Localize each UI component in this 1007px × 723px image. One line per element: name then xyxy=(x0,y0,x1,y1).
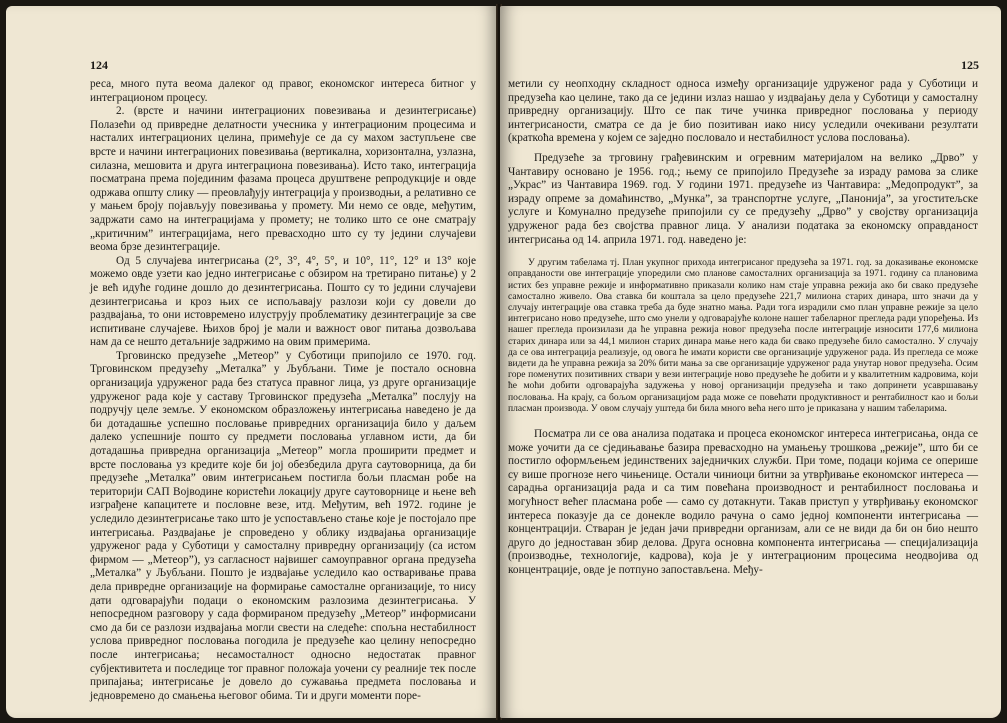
left-page xyxy=(6,6,498,718)
right-page xyxy=(500,6,1001,718)
paragraph: реса, много пута веома далеког од правог, економског интереса битног у интеграционом процесу. xyxy=(90,78,476,104)
page-number: 124 xyxy=(90,58,108,72)
quoted-passage: У другим табелама тј. План укупног прихода интегрисаног предузећа за 1971. год. за доказивање економске оправданости ове интеграције упоредили смо планове самосталних организација за 1971. годину са плановима истих без управне режије и информативно приказали колико нам стаје управна режија ако би свако предузеће самостално живело. Ова ставка би коштала за цело предузеће 221,7 милиона старих динара, што значи да у случају интеграције ова ставка треба да буде знатно мања. Ради тога израдили смо план управне режије за цело интегрисано ново предузеће, што смо унели у одговарајуће колоне нашег табеларног прегледа ради упоређења. Из нашег прегледа произилази да ће управна режија новог предузећа после интеграције износити 177,6 милиона старих динара или за 44,1 милион старих динара мање него када би свако предузеће било самостално. У случају да се ова интеграција реализује, од овога ће имати користи све организације удруженог рада. Из прегледа се може видети да ће управна режија за 20% бити мања за све организације удруженог рада унутар новог предузећа. Осим горе поменутих позитивних ствари у вези интеграције ново предузеће ће добити и у квалитетним кадровима, који ће моћи добити одговарајућа задужења у новој организацији предузећа и тако допринети усавршавању пословања. На крају, са бољом организацијом рада може се повећати продуктивност и рентабилност као и бољи пласман производа. У овом случају уштеда би била много већа него што је приказана у нашим табеларима. xyxy=(508,257,978,414)
page-body xyxy=(508,78,978,578)
page-body xyxy=(90,78,476,703)
paragraph: Од 5 случајева интегрисања (2°, 3°, 4°, 5°, и 10°, 11°, 12° и 13° које можемо овде узети као једно интегрисање с обзиром на третирано питање) у 2 је већ идуће године дошло до дезинтегрисања. Пошто су то једини случајеви дезинтегрисања и кроз њих се испољавају разлози који су довели до раздвајања, то они истовремено илуструју проблематику дезинтеграције за све испитиване случајеве. Њихов број је мали и важност овог питања дозвољава нам да се нешто детаљније задржимо на овим примерима. xyxy=(90,254,476,349)
page-number: 125 xyxy=(961,58,979,72)
paragraph: Посматра ли се ова анализа података и процеса економског интереса интегрисања, онда се може уочити да се сједињавање базира превасходно на умањењу трошкова „режије”, што би се постигло оформљењем јединствених заједничких служби. При томе, подаци којима се оперише су више прогнозе него чињенице. Остали чиниоци битни за утврђивање економског интереса — сарадња организација рада и са тим повећана производност и рентабилност пословања и могућност већег пласмана робе — само су дотакнути. Такав приступ у утврђивању економског интереса показује да се донекле водило рачуна о само једној компоненти интегрисања — концентрацији. Стваран је један јачи привредни организам, али се не види да би он био нешто друго до једноставан збир делова. Друга основна компонента интегрисања — специјализација (производње, технологије, кадрова), која је у интеграционим процесима неодвојива од концентрације, овде је потпуно запостављена. Међу- xyxy=(508,427,978,576)
paragraph: Предузеће за трговину грађевинским и огревним материјалом на велико „Дрво” у Чантавиру основано је 1956. год.; њему се припојило Предузеће за израду рамова за слике „Украс” из Чантавира 1969. год. У години 1971. предузеће из Чантавира: „Медопродукт”, за израду опреме за домаћинство, „Мунка”, за транспортне услуге, „Панонија”, за угоститељске услуге и Комунално предузеће припојили су се предузећу „Дрво” у својству организација удруженог рада без својства правног лица. У анализи података за економску оправданост интегрисања од 14. априла 1971. год. наведено је: xyxy=(508,151,978,246)
paragraph: метили су неопходну складност односа између организације удруженог рада у Суботици и предузећа као целине, тако да се једини излаз нашао у издвајању дела у Суботици у самосталну привредну организацију. Што се пак тиче учинка привредног пословања у периоду интегрисаности, сматра се да је био позитиван иако нису уследили очекивани резултати (краткоћа времена у којем се заједно пословало и нестабилност услова пословања). xyxy=(508,78,978,145)
paragraph: Трговинско предузеће „Метеор” у Суботици припојило се 1970. год. Трговинском предузећу „Металка” у Љубљани. Тиме је постало основна организација удруженог рада без статуса правног лица, уз друге организације удруженог рада које у саставу Трговинског предузећа „Металка” послују на подручју целе земље. У економском образложењу интегрисања наведено је да би дотадашње успешно пословање привредних организација било у даљем далеко успешније пошто су предмети пословања углавном исти, да би дотадашња привредна организација „Метеор” могла проширити предмет и врсте пословања уз кредите које би јој обезбедила друга саутоворница, да би предузеће „Металка” овим интегрисањем постигла бољи пласман робе на територији САП Војводине користећи локацију друге саутоворнице и њене већ изграђене капацитете и пословне везе, итд. Међутим, већ 1972. године је уследило дезинтегрисање тако што је успостављено стање које је постојало пре интегрисања. Раздвајање је спроведено у облику издвајања организације удруженог рада у Суботици у самосталну привредну организацију (са истом фирмом — „Метеор”), уз сагласност највишег самоуправног органа предузећа „Металка” у Љубљани. Пошто је издвајање уследило као остваривање права дела привредне организације на формирање самосталне организације, то нису дати одговарајући подаци о економским разлозима дезинтегрисања. У непосредном разговору у сада формираном предузећу „Метеор” информисани смо да би се разлози издвајања могли свести на следеће: спољна нестабилност услова привредног пословања погодила је предузеће као целину непосредно после интегрисања; несамосталност односно недостатак правног субјективитета и последице тог правног положаја уочени су реалније тек после припајања; интегрисање је довело до сужавања предмета пословања и једновремено до смањења његовог обима. Ти и други моменти поре- xyxy=(90,349,476,702)
paragraph: 2. (врсте и начини интеграционих повезивања и дезинтегрисање) Полазећи од привредне делатности учесника у интеграционим процесима и насталих интеграционих целина, примећује се да су махом заступљене све врсте и начини интеграционих повезивања (вертикална, хоризонтална, узлазна, силазна, мешовита и друга интеграциона повезивања). Исто тако, интеграција посматрана према појединим фазама процеса друштвене репродукције и овде одржава општу слику — преовлађују интеграција у производњи, а релативно се у мањем броју појављују повезивања у промету. Ми немо се овде, међутим, задржати само на интеграцијама у промету; не толико што се оне сматрају „критичним” интеграцијама, него превасходно што су ту једини случајеви веома брзе дезинтеграције. xyxy=(90,105,476,254)
